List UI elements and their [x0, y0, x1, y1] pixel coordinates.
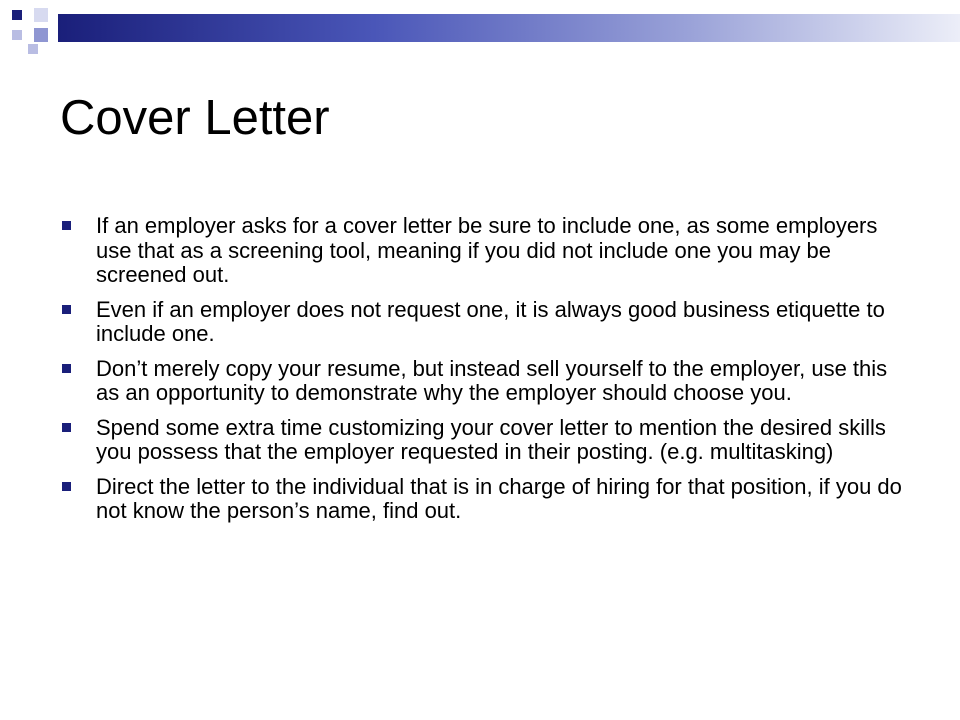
- bullet-text: Even if an employer does not request one, it is always good business etiquette to include one.: [96, 296, 885, 346]
- square-bullet-icon: [62, 482, 71, 491]
- decorative-square: [34, 28, 48, 42]
- decorative-square: [12, 30, 22, 40]
- bullet-list: [60, 214, 910, 534]
- slide-title: Cover Letter: [60, 91, 330, 145]
- square-bullet-icon: [62, 221, 71, 230]
- decorative-square: [34, 8, 48, 22]
- bullet-item: [60, 214, 910, 288]
- square-bullet-icon: [62, 364, 71, 373]
- square-bullet-icon: [62, 305, 71, 314]
- bullet-item: [60, 298, 910, 347]
- bullet-item: [60, 475, 910, 524]
- square-bullet-icon: [62, 423, 71, 432]
- decorative-square: [28, 44, 38, 54]
- bullet-text: Direct the letter to the individual that is in charge of hiring for that position, if you do not know the person’s name, find out.: [96, 473, 902, 523]
- decorative-square: [12, 10, 22, 20]
- header-gradient-bar: [58, 14, 960, 42]
- bullet-item: [60, 357, 910, 406]
- bullet-text: Spend some extra time customizing your cover letter to mention the desired skills you possess that the employer requested in their posting. (e.g. multitasking): [96, 414, 886, 464]
- bullet-item: [60, 416, 910, 465]
- bullet-text: If an employer asks for a cover letter be sure to include one, as some employers use that as a screening tool, meaning if you did not include one you may be screened out.: [96, 213, 878, 287]
- bullet-text: Don’t merely copy your resume, but instead sell yourself to the employer, use this as an opportunity to demonstrate why the employer should choose you.: [96, 355, 888, 405]
